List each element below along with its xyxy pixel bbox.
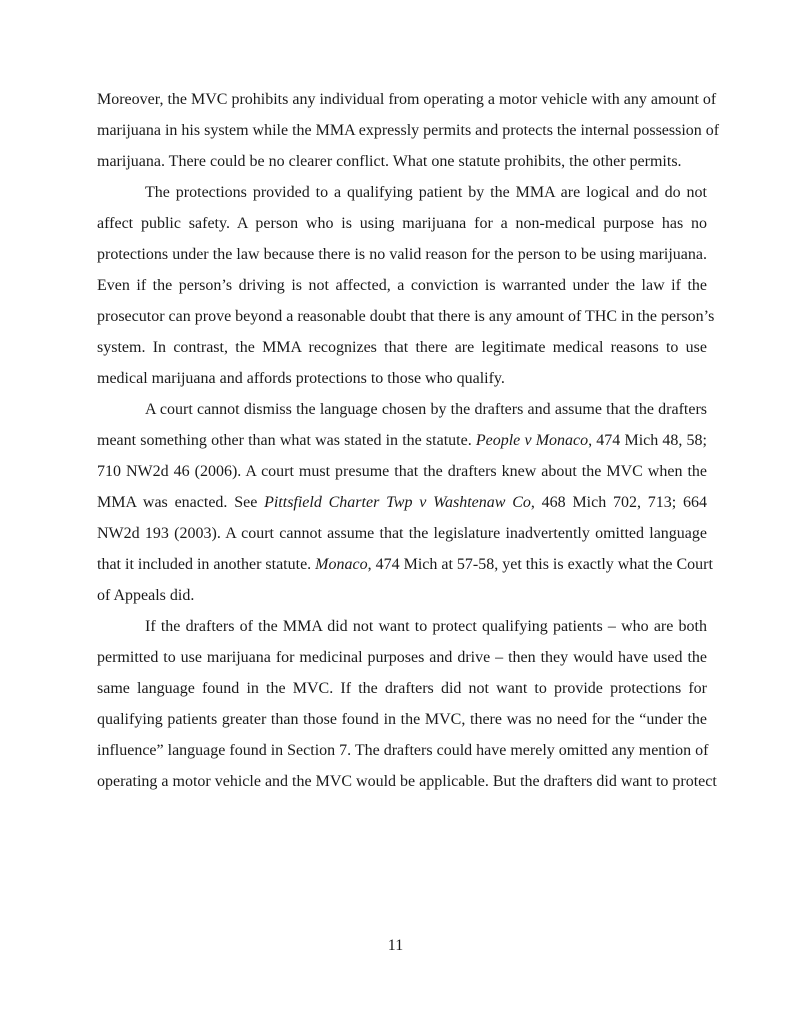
text-line: NW2d 193 (2003). A court cannot assume that the legislature inadvertently omitted language [97, 525, 707, 542]
text-line: Moreover, the MVC prohibits any individual from operating a motor vehicle with any amount of [97, 91, 717, 108]
text-segment: , 468 Mich 702, 713; 664 [530, 494, 708, 511]
text-line: If the drafters of the MMA did not want to protect qualifying patients – who are both [145, 618, 707, 635]
text-line: of Appeals did. [97, 587, 195, 604]
text-line: operating a motor vehicle and the MVC would be applicable. But the drafters did want to protect [97, 773, 717, 790]
case-citation: Monaco [315, 556, 368, 573]
text-line: permitted to use marijuana for medicinal purposes and drive – then they would have used the [97, 649, 707, 666]
text-segment: , 474 Mich 48, 58; [588, 432, 708, 449]
text-segment: meant something other than what was stated in the statute. [97, 432, 476, 449]
text-line [97, 425, 707, 456]
text-line: qualifying patients greater than those found in the MVC, there was no need for the “under the [97, 711, 707, 728]
text-line: marijuana. There could be no clearer conflict. What one statute prohibits, the other permits. [97, 153, 682, 170]
text-line: protections under the law because there is no valid reason for the person to be using marijuana. [97, 246, 707, 263]
page-number: 11 [387, 937, 404, 954]
text-segment: , 474 Mich at 57-58, yet this is exactly what the Court [367, 556, 713, 573]
text-line: medical marijuana and affords protections to those who qualify. [97, 370, 505, 387]
text-line: The protections provided to a qualifying patient by the MMA are logical and do not [145, 184, 707, 201]
text-line: A court cannot dismiss the language chosen by the drafters and assume that the drafters [145, 401, 707, 418]
case-citation: Pittsfield Charter Twp v Washtenaw Co [264, 494, 531, 511]
text-line: affect public safety. A person who is using marijuana for a non-medical purpose has no [97, 215, 707, 232]
text-line: marijuana in his system while the MMA expressly permits and protects the internal possession of [97, 122, 720, 139]
case-citation: People v Monaco [475, 432, 589, 449]
text-segment: MMA was enacted. See [97, 494, 265, 511]
text-line: system. In contrast, the MMA recognizes that there are legitimate medical reasons to use [97, 339, 707, 356]
text-line [97, 549, 713, 580]
text-line: same language found in the MVC. If the drafters did not want to provide protections for [97, 680, 707, 697]
text-line: 710 NW2d 46 (2006). A court must presume that the drafters knew about the MVC when the [97, 463, 707, 480]
body-text [97, 84, 720, 797]
text-line: Even if the person’s driving is not affected, a conviction is warranted under the law if the [97, 277, 707, 294]
text-line: influence” language found in Section 7. The drafters could have merely omitted any mention of [97, 742, 709, 759]
text-segment: that it included in another statute. [97, 556, 316, 573]
text-line: prosecutor can prove beyond a reasonable doubt that there is any amount of THC in the person’s [97, 308, 715, 325]
text-line [97, 487, 707, 518]
